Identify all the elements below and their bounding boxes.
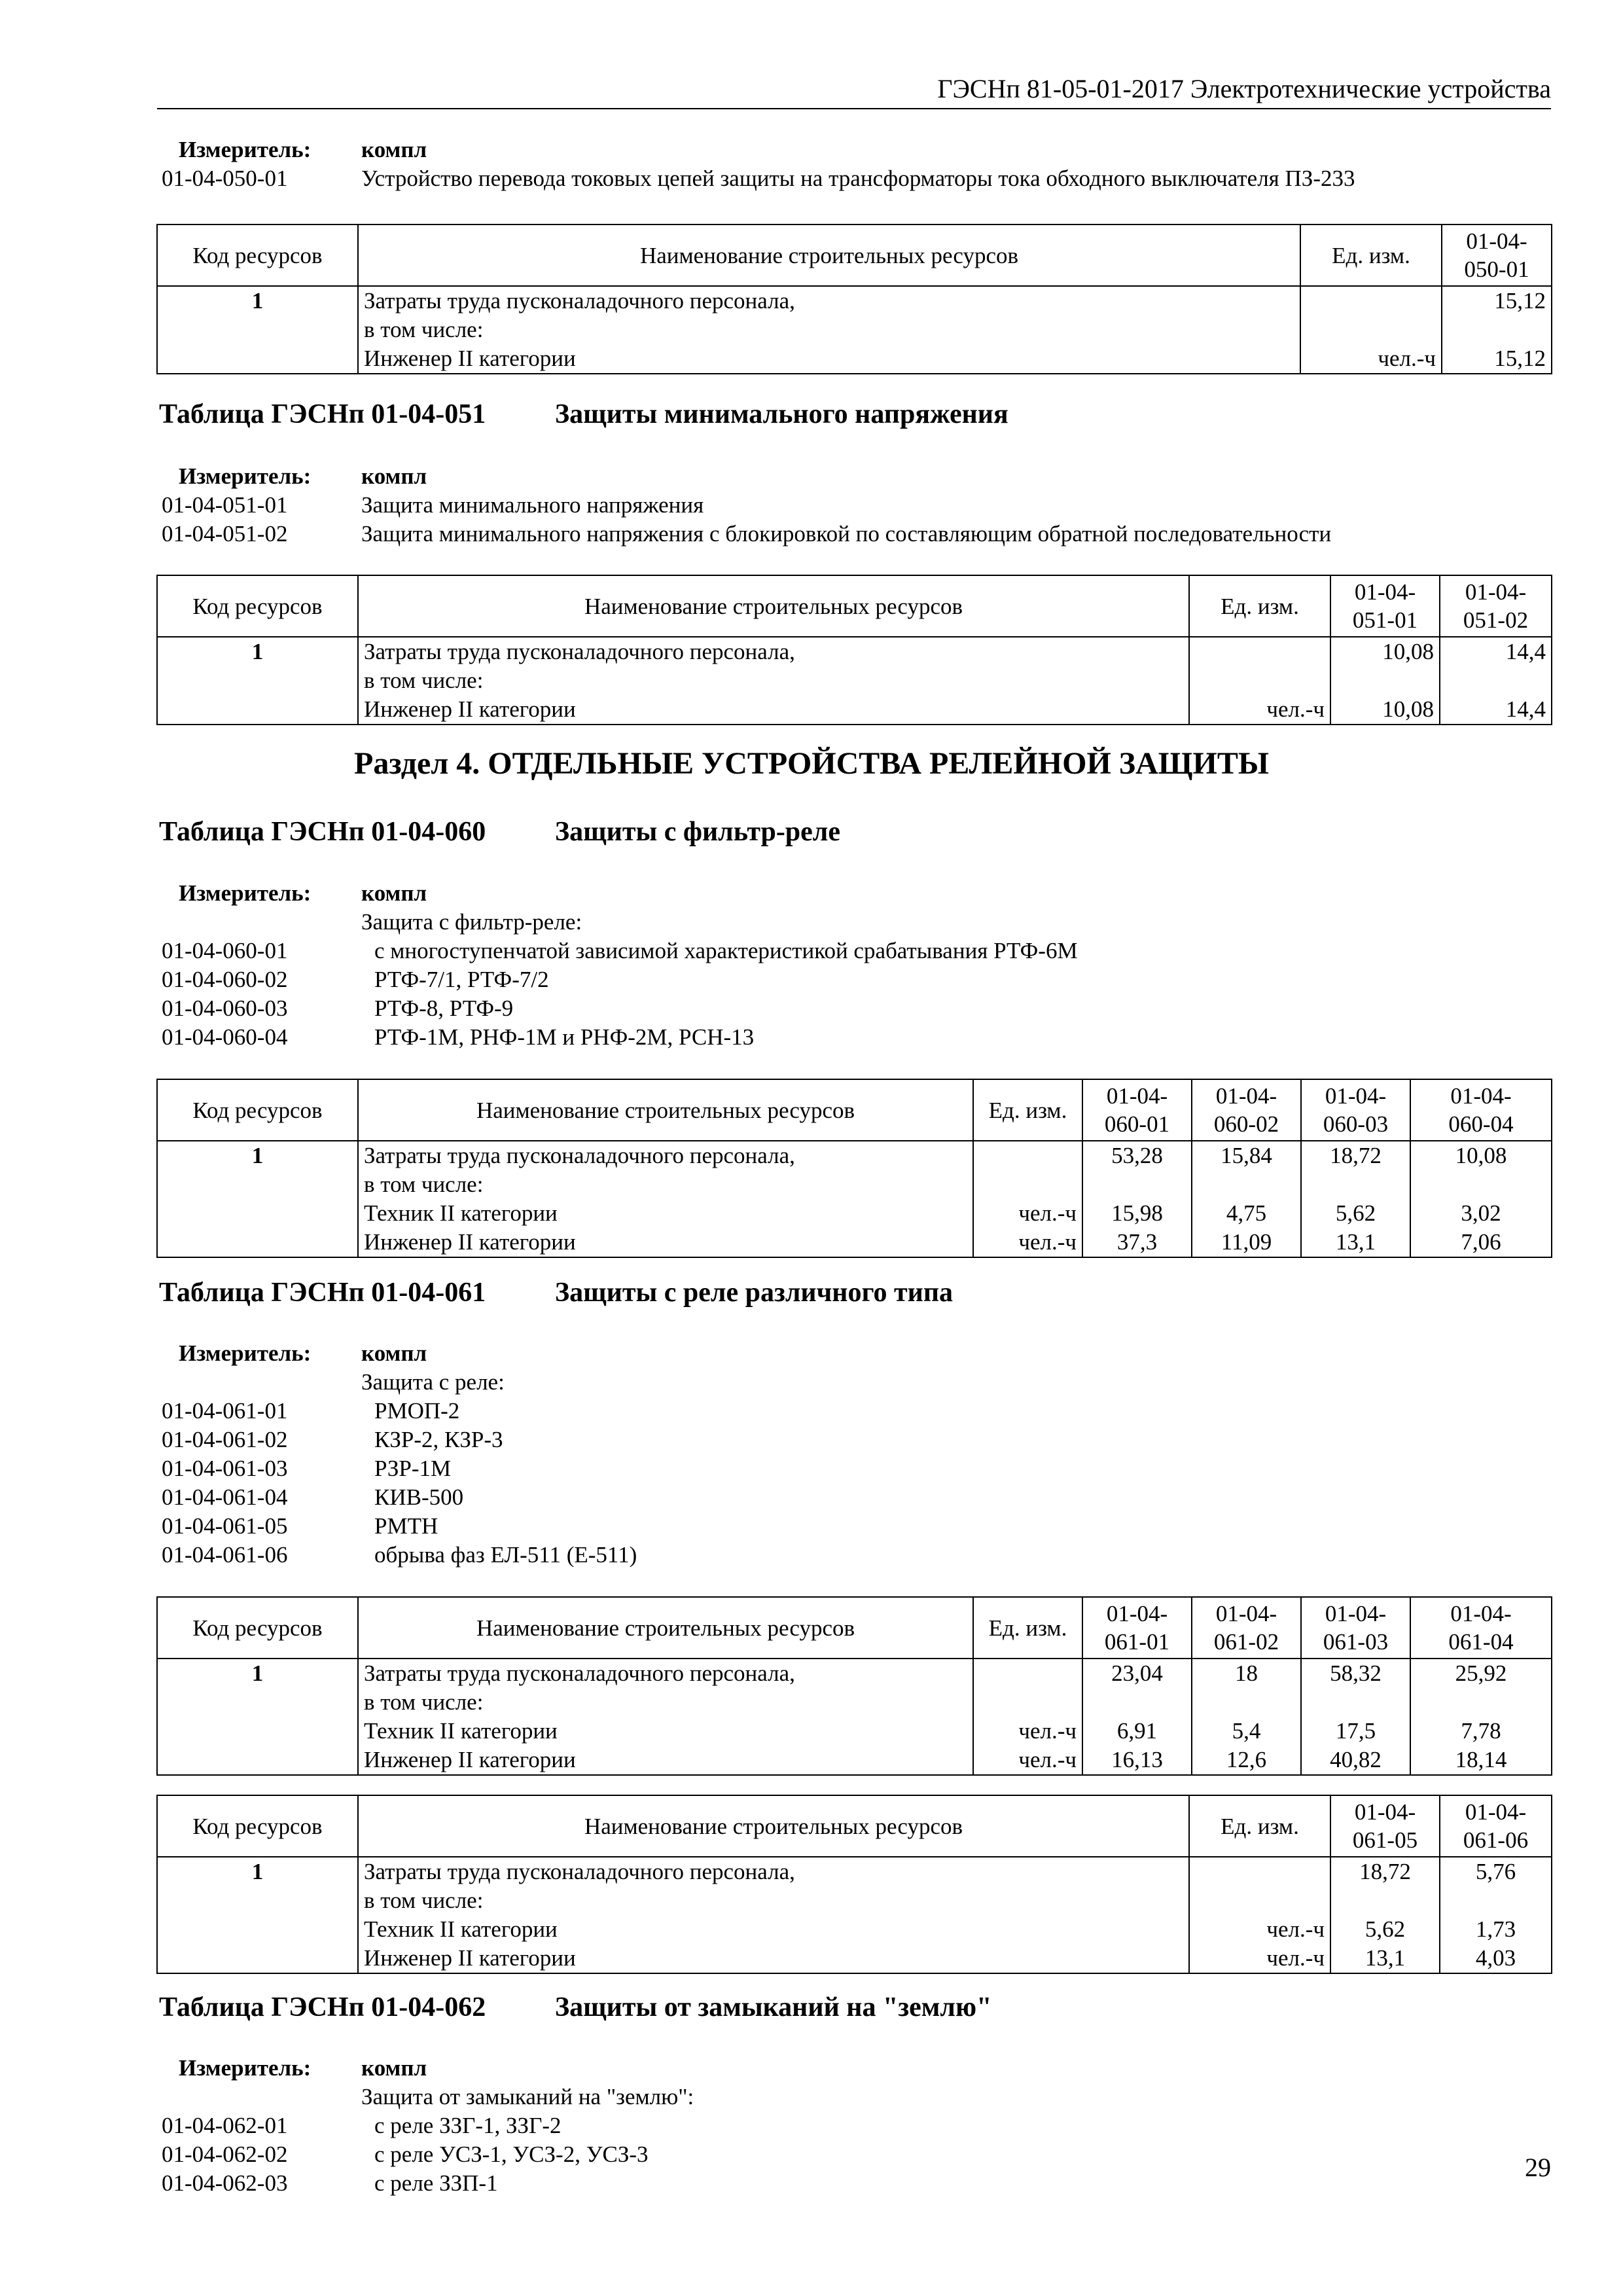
table-row: 1 Затраты труда пусконаладочного персонала, 10,08 14,4 <box>157 637 1552 666</box>
table-row: Инженер II категории чел.-ч 13,1 4,03 <box>157 1944 1552 1973</box>
intro-text: Защита с фильтр-реле: <box>361 909 582 935</box>
list-item: 01-04-061-05 РМТН <box>162 1513 438 1539</box>
list-item: 01-04-061-03 РЗР-1М <box>162 1456 452 1481</box>
table-row: в том числе: <box>157 666 1552 695</box>
header-rule <box>157 108 1551 109</box>
list-item: 01-04-061-02 КЗР-2, КЗР-3 <box>162 1427 503 1452</box>
section-title: Раздел 4. ОТДЕЛЬНЫЕ УСТРОЙСТВА РЕЛЕЙНОЙ ЗАЩИТЫ <box>354 746 1269 781</box>
list-item: 01-04-060-04 РТФ-1М, РНФ-1М и РНФ-2М, РСН-13 <box>162 1024 755 1050</box>
list-item: 01-04-062-02 с реле УСЗ-1, УСЗ-2, УСЗ-3 <box>162 2142 649 2167</box>
list-item: 01-04-061-06 обрыва фаз ЕЛ-511 (Е-511) <box>162 1542 637 1568</box>
measurer-unit: компл <box>361 137 427 162</box>
table-row: 1 Затраты труда пусконаладочного персонала, 15,12 <box>157 286 1552 315</box>
resource-table-061-b: Код ресурсов Наименование строительных ресурсов Ед. изм. 01-04- 061-05 01-04- 061-06 1 Затраты труда пусконаладочного персонала, 18,72 5,76 в том числе: Техник II категории чел.-ч 5,62 1,73 Инженер II категории чел.-ч 13,1 4,03 <box>156 1795 1552 1974</box>
table-row: Техник II категории чел.-ч 6,91 5,4 17,5 7,78 <box>157 1717 1552 1746</box>
measurer-label: Измеритель: <box>179 137 312 162</box>
table-row: Инженер II категории чел.-ч 10,08 14,4 <box>157 695 1552 725</box>
resource-table-051: Код ресурсов Наименование строительных ресурсов Ед. изм. 01-04- 051-01 01-04- 051-02 1 Затраты труда пусконаладочного персонала, 10,08 14,4 в том числе: Инженер II категории чел.-ч 10,08 14,4 <box>156 575 1552 725</box>
list-item: 01-04-060-01 с многоступенчатой зависимой характеристикой срабатывания РТФ-6М <box>162 938 1078 963</box>
table-row: Инженер II категории чел.-ч 15,12 <box>157 344 1552 374</box>
table-row: Техник II категории чел.-ч 15,98 4,75 5,62 3,02 <box>157 1199 1552 1228</box>
resource-table-060: Код ресурсов Наименование строительных ресурсов Ед. изм. 01-04- 060-01 01-04- 060-02 01-04- 060-03 01-04- 060-04 1 Затраты труда пусконаладочного персонала, 53,28 15,84 18,72 10,08 в том числе: Техник II категории чел.-ч 15,98 4,75 5,62 3,02 Инженер II категории чел.-ч 37,3 11,09 13,1 7,06 <box>156 1079 1552 1258</box>
table-title-060: Таблица ГЭСНп 01-04-060 Защиты с фильтр-реле <box>159 817 841 847</box>
table-title-061: Таблица ГЭСНп 01-04-061 Защиты с реле различного типа <box>159 1278 954 1308</box>
measurer-block-060: Измеритель: компл Защита с фильтр-реле: 01-04-060-01 с многоступенчатой зависимой характеристикой срабатывания РТФ-6М 01-04-060-02 РТФ-7/1, РТФ-7/2 01-04-060-03 РТФ-8, РТФ-9 01-04-060-04 РТФ-1М, РНФ-1М и РНФ-2М, РСН-13 <box>162 879 1551 1052</box>
col-unit-header: Ед. изм. <box>1300 224 1442 286</box>
col-norm-header: 01-04- 050-01 <box>1442 224 1552 286</box>
intro-text: Защита от замыканий на "землю": <box>361 2084 694 2109</box>
table-row: в том числе: <box>157 1886 1552 1915</box>
table-row: в том числе: <box>157 1688 1552 1717</box>
table-row: 1 Затраты труда пусконаладочного персонала, 23,04 18 58,32 25,92 <box>157 1659 1552 1688</box>
list-item: 01-04-062-03 с реле ЗЗП-1 <box>162 2170 498 2196</box>
col-name-header: Наименование строительных ресурсов <box>358 224 1300 286</box>
resource-table-061-a: Код ресурсов Наименование строительных ресурсов Ед. изм. 01-04- 061-01 01-04- 061-02 01-04- 061-03 01-04- 061-04 1 Затраты труда пусконаладочного персонала, 23,04 18 58,32 25,92 в том числе: Техник II категории чел.-ч 6,91 5,4 17,5 7,78 Инженер II категории чел.-ч 16,13 12,6 40,82 18,14 <box>156 1596 1552 1776</box>
list-item: 01-04-051-02 Защита минимального напряжения с блокировкой по составляющим обратной последовательности <box>162 521 1332 547</box>
table-row: 1 Затраты труда пусконаладочного персонала, 53,28 15,84 18,72 10,08 <box>157 1141 1552 1170</box>
page-number: 29 <box>1525 2153 1551 2182</box>
list-item: 01-04-050-01 Устройство перевода токовых цепей защиты на трансформаторы тока обходного выключателя ПЗ-233 <box>162 166 1355 191</box>
measurer-block-062: Измеритель: компл Защита от замыканий на "землю": 01-04-062-01 с реле ЗЗГ-1, ЗЗГ-2 01-04-062-02 с реле УСЗ-1, УСЗ-2, УСЗ-3 01-04-062-03 с реле ЗЗП-1 <box>162 2054 1551 2198</box>
resource-table-050 <box>156 224 1552 374</box>
table-row: в том числе: <box>157 1170 1552 1199</box>
intro-text: Защита с реле: <box>361 1369 505 1395</box>
table-row: Инженер II категории чел.-ч 16,13 12,6 40,82 18,14 <box>157 1746 1552 1775</box>
list-item: 01-04-060-02 РТФ-7/1, РТФ-7/2 <box>162 967 549 992</box>
table-row: в том числе: <box>157 315 1552 344</box>
table-row: 1 Затраты труда пусконаладочного персонала, 18,72 5,76 <box>157 1857 1552 1886</box>
list-item: 01-04-051-01 Защита минимального напряжения <box>162 492 704 518</box>
list-item: 01-04-061-01 РМОП-2 <box>162 1398 460 1424</box>
col-code-header: Код ресурсов <box>157 224 358 286</box>
measurer-block-050 <box>162 135 1551 193</box>
running-header: ГЭСНп 81-05-01-2017 Электротехнические устройства <box>937 74 1551 103</box>
table-row: Техник II категории чел.-ч 5,62 1,73 <box>157 1915 1552 1944</box>
list-item: 01-04-060-03 РТФ-8, РТФ-9 <box>162 996 514 1021</box>
list-item: 01-04-061-04 КИВ-500 <box>162 1484 464 1510</box>
list-item: 01-04-062-01 с реле ЗЗГ-1, ЗЗГ-2 <box>162 2113 562 2138</box>
table-row: Инженер II категории чел.-ч 37,3 11,09 13,1 7,06 <box>157 1228 1552 1257</box>
measurer-block-061: Измеритель: компл Защита с реле: 01-04-061-01 РМОП-2 01-04-061-02 КЗР-2, КЗР-3 01-04-061-03 РЗР-1М 01-04-061-04 КИВ-500 01-04-061-05 РМТН 01-04-061-06 обрыва фаз ЕЛ-511 (Е-511) <box>162 1339 1551 1570</box>
measurer-block-051: Измеритель: компл 01-04-051-01 Защита минимального напряжения 01-04-051-02 Защита минимального напряжения с блокировкой по составляющим обратной последовательности <box>162 462 1551 548</box>
table-title-051: Таблица ГЭСНп 01-04-051 Защиты минимального напряжения <box>159 399 1008 429</box>
table-title-062: Таблица ГЭСНп 01-04-062 Защиты от замыканий на "землю" <box>159 1992 992 2022</box>
